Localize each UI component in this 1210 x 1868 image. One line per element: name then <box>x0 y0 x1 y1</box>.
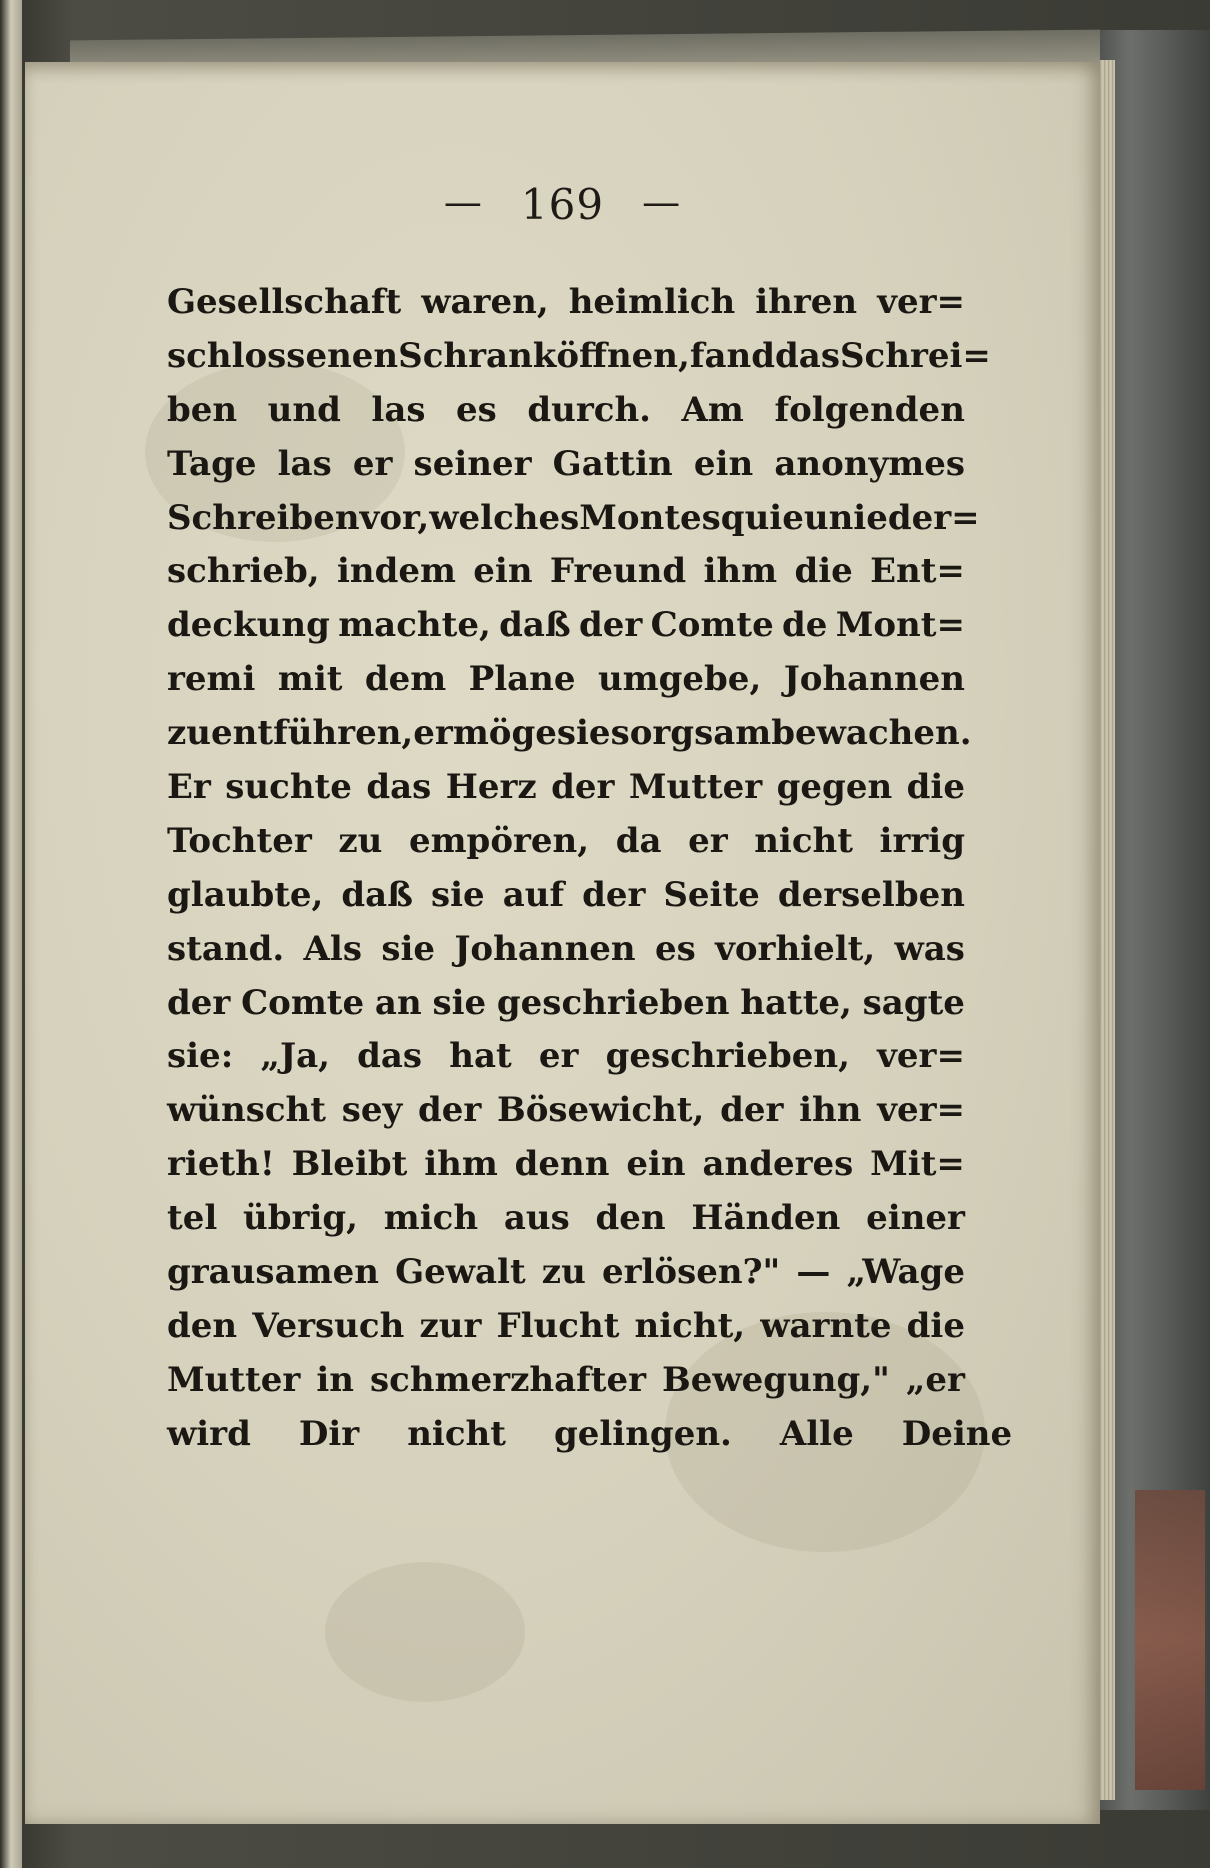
word: aus <box>503 1198 570 1239</box>
word: Johannen <box>783 659 965 700</box>
word: folgenden <box>774 389 965 430</box>
word: zur <box>419 1305 482 1346</box>
word: irrig <box>879 820 965 861</box>
word: mit <box>277 659 343 700</box>
body-text <box>167 282 1013 1468</box>
word: machte, <box>338 605 491 646</box>
word: er <box>538 1036 579 1077</box>
word: vorhielt, <box>715 928 876 969</box>
text-line <box>167 1090 965 1144</box>
word: hatte, <box>740 982 852 1023</box>
text-line <box>167 390 965 444</box>
word: das <box>366 767 432 808</box>
word: — <box>796 1252 831 1293</box>
word: sie: <box>167 1036 234 1077</box>
word: in <box>316 1359 354 1400</box>
word: nicht <box>407 1413 506 1454</box>
word: den <box>595 1198 666 1239</box>
word: ihren <box>755 282 858 322</box>
text-line <box>167 335 991 390</box>
word: mich <box>383 1198 479 1239</box>
word: was <box>894 928 965 969</box>
word: das <box>775 335 840 376</box>
word: las <box>371 389 426 430</box>
word: „Wage <box>846 1252 965 1293</box>
word: tel <box>167 1198 218 1239</box>
text-line <box>167 1252 965 1306</box>
word: bewachen. <box>771 713 972 754</box>
word: „er <box>905 1359 965 1400</box>
word: sie <box>381 928 436 969</box>
word: denn <box>514 1144 610 1185</box>
word: glaubte, <box>167 874 324 915</box>
text-line <box>167 605 965 659</box>
word: er <box>688 820 728 861</box>
word: anderes <box>702 1144 854 1185</box>
word: Plane <box>468 659 576 700</box>
page-number-value: 169 <box>520 180 605 229</box>
word: der <box>579 605 643 646</box>
word: hat <box>449 1036 512 1077</box>
word: Gesellschaft <box>167 282 402 322</box>
word: geschrieben <box>496 982 730 1023</box>
word: sorgsam <box>610 713 772 754</box>
word: und <box>267 389 341 430</box>
word: las <box>277 443 332 484</box>
worn-cover-patch <box>1135 1490 1205 1790</box>
word: Mutter <box>167 1359 301 1400</box>
word: der <box>417 1090 482 1131</box>
word: Alle <box>779 1413 854 1454</box>
text-line <box>167 767 965 821</box>
word: übrig, <box>243 1198 358 1239</box>
text-line <box>167 713 972 767</box>
word: deckung <box>167 605 330 646</box>
text-line <box>167 1198 965 1252</box>
word: die <box>794 551 853 592</box>
word: ihm <box>424 1144 498 1185</box>
word: es <box>654 928 696 969</box>
word: derselben <box>777 874 965 915</box>
left-dash: — <box>443 180 483 224</box>
word: anonymes <box>774 443 965 484</box>
text-line <box>167 821 965 875</box>
word: Ent= <box>870 551 965 592</box>
word: ver= <box>877 1090 965 1131</box>
word: entführen, <box>211 713 414 754</box>
word: nicht, <box>634 1305 746 1346</box>
word: fand <box>689 335 776 376</box>
word: es <box>456 389 497 430</box>
word: möge <box>452 713 557 754</box>
word: der <box>582 874 646 915</box>
word: Händen <box>691 1198 841 1239</box>
word: sie <box>431 874 485 915</box>
word: vor, <box>359 497 430 538</box>
word: „Ja, <box>260 1036 330 1077</box>
word: Comte <box>241 982 365 1023</box>
word: geschrieben, <box>605 1036 850 1077</box>
word: die <box>906 1305 965 1346</box>
word: wünscht <box>167 1090 326 1131</box>
word: Schreiben <box>167 497 360 538</box>
word: der <box>167 982 231 1023</box>
word: auf <box>502 874 565 915</box>
word: Tage <box>167 443 257 484</box>
text-line <box>167 497 980 552</box>
word: warnte <box>760 1305 892 1346</box>
word: daß <box>499 605 571 646</box>
word: Schrank <box>398 335 557 376</box>
text-line <box>167 929 965 983</box>
word: de <box>782 605 828 646</box>
facing-page-edge <box>0 0 22 1868</box>
word: an <box>374 982 422 1023</box>
word: sey <box>341 1090 403 1131</box>
word: empören, <box>408 820 590 861</box>
word: erlösen?" <box>601 1252 781 1293</box>
word: waren, <box>421 282 549 322</box>
word: Tochter <box>167 820 312 861</box>
word: welches <box>429 497 580 538</box>
page-number <box>25 180 1100 229</box>
text-line <box>167 444 965 498</box>
word: Johannen <box>454 928 636 969</box>
text-line <box>167 1144 965 1198</box>
word: der <box>551 767 615 808</box>
word: ver= <box>877 1036 965 1077</box>
word: er <box>352 443 393 484</box>
word: zu <box>338 820 383 861</box>
text-line <box>167 551 965 605</box>
word: Montesquieu <box>579 497 829 538</box>
text-line <box>167 1413 1013 1468</box>
right-dash: — <box>642 180 682 224</box>
word: Mutter <box>628 767 763 808</box>
word: die <box>906 767 965 808</box>
word: remi <box>167 659 256 700</box>
word: schlossenen <box>167 335 399 376</box>
word: ben <box>167 389 238 430</box>
word: Comte <box>650 605 774 646</box>
word: ihm <box>703 551 778 592</box>
word: grausamen <box>167 1252 379 1293</box>
word: Als <box>303 928 362 969</box>
word: Dir <box>298 1413 360 1454</box>
text-line <box>167 282 965 336</box>
word: zu <box>541 1252 586 1293</box>
word: Bösewicht, <box>497 1090 705 1131</box>
text-line <box>167 875 965 929</box>
word: ein <box>473 551 533 592</box>
word: Mont= <box>835 605 965 646</box>
word: daß <box>341 874 414 915</box>
word: Gattin <box>552 443 673 484</box>
text-line <box>167 983 965 1037</box>
word: ihn <box>799 1090 862 1131</box>
word: heimlich <box>568 282 736 322</box>
word: sagte <box>862 982 965 1023</box>
word: dem <box>364 659 447 700</box>
word: rieth! <box>167 1144 275 1185</box>
word: Herz <box>445 767 537 808</box>
word: der <box>720 1090 784 1131</box>
text-line <box>167 1306 965 1360</box>
word: Flucht <box>496 1305 620 1346</box>
word: Freund <box>549 551 687 592</box>
text-line <box>167 659 965 713</box>
word: Bleibt <box>291 1144 408 1185</box>
word: seiner <box>413 443 532 484</box>
word: Deine <box>901 1413 1013 1454</box>
word: gelingen. <box>553 1413 732 1454</box>
word: öffnen, <box>556 335 690 376</box>
word: Versuch <box>252 1305 405 1346</box>
word: einer <box>866 1198 965 1239</box>
word: da <box>615 820 662 861</box>
word: suchte <box>225 767 352 808</box>
word: durch. <box>527 389 652 430</box>
text-line <box>167 1036 965 1090</box>
word: indem <box>336 551 456 592</box>
word: sie <box>432 982 487 1023</box>
word: schrieb, <box>167 551 320 592</box>
word: Schrei= <box>839 335 991 376</box>
word: wird <box>167 1413 251 1454</box>
word: sie <box>556 713 611 754</box>
word: Seite <box>663 874 760 915</box>
word: nicht <box>754 820 853 861</box>
word: das <box>357 1036 423 1077</box>
word: Er <box>167 767 211 808</box>
paper-page <box>25 62 1100 1824</box>
word: zu <box>167 713 212 754</box>
word: ein <box>626 1144 686 1185</box>
text-line <box>167 1360 965 1414</box>
word: Bewegung," <box>662 1359 890 1400</box>
word: ein <box>693 443 754 484</box>
word: stand. <box>167 928 285 969</box>
word: schmerzhafter <box>369 1359 647 1400</box>
word: den <box>167 1305 238 1346</box>
word: nieder= <box>828 497 980 538</box>
word: Am <box>681 389 744 430</box>
word: Mit= <box>870 1144 965 1185</box>
word: ver= <box>877 282 965 322</box>
word: er <box>413 713 453 754</box>
word: umgebe, <box>597 659 762 700</box>
word: Gewalt <box>395 1252 526 1293</box>
word: gegen <box>776 767 893 808</box>
